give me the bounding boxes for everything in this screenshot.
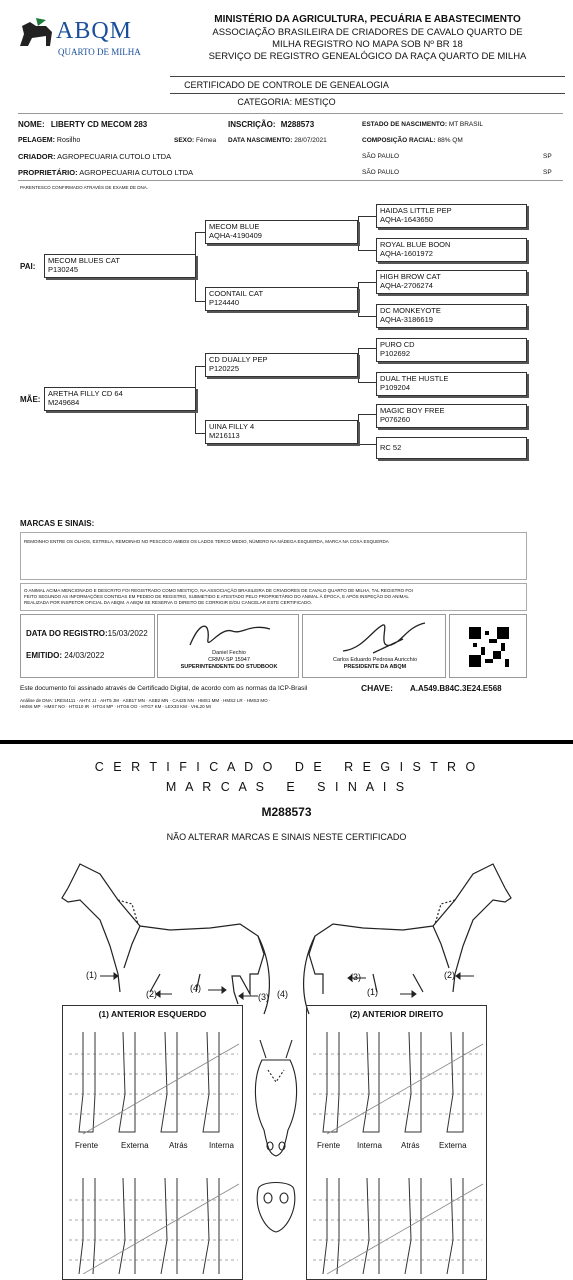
pmp-reg: AQHA-2706274 bbox=[380, 281, 433, 290]
pai-reg: P130245 bbox=[48, 265, 79, 274]
ministry-title: MINISTÉRIO DA AGRICULTURA, PECUÁRIA E ABASTECIMENTO bbox=[214, 14, 521, 25]
certificate-title: CERTIFICADO DE CONTROLE DE GENEALOGIA bbox=[184, 80, 389, 90]
nascimento-value: 28/07/2021 bbox=[294, 137, 327, 144]
nascimento-label: DATA NASCIMENTO: bbox=[228, 137, 293, 144]
page2-title-1: C E R T I F I C A D O D E R E G I S T R O bbox=[94, 760, 479, 774]
proprietario-value: AGROPECUARIA CUTOLO LTDA bbox=[79, 168, 194, 177]
mae-box bbox=[44, 387, 196, 411]
ppp-box bbox=[376, 204, 527, 228]
criador-city: SÃO PAULO bbox=[362, 153, 400, 160]
sig1-role: SUPERINTENDENTE DO STUDBOOK bbox=[180, 664, 278, 670]
mp-reg: P120225 bbox=[209, 364, 240, 373]
sig2-role: PRESIDENTE DA ABQM bbox=[343, 664, 407, 670]
assoc-line-2: MILHA REGISTRO NO MAPA SOB Nº BR 18 bbox=[272, 39, 463, 50]
legal-line-2: FEITO SEGUNDO AS INFORMAÇÕES CONTIDAS EM PEDIDO DE REGISTRO, SUBMETIDO E ATESTADO PELO PROPRIETÁRIO DO ANIMAL À ÉPOCA, E APÓS INSPEÇÃO DO ANIMAL bbox=[24, 594, 409, 599]
inscricao-value: M288573 bbox=[280, 120, 315, 129]
left-label-externa: Externa bbox=[121, 1141, 149, 1150]
mm-box bbox=[205, 420, 358, 444]
marker-1-left: (1) bbox=[86, 970, 97, 980]
criador-value: AGROPECUARIA CUTOLO LTDA bbox=[57, 152, 172, 161]
pp-reg: AQHA-4190409 bbox=[209, 231, 262, 240]
marks-title: MARCAS E SINAIS: bbox=[20, 519, 95, 528]
right-label-interna: Interna bbox=[357, 1141, 382, 1150]
marker-3-right: (3) bbox=[350, 972, 361, 982]
mp-name: CD DUALLY PEP bbox=[209, 355, 268, 364]
left-label-frente: Frente bbox=[75, 1141, 99, 1150]
pm-box bbox=[205, 287, 358, 311]
marks-text: REMOINHO ENTRE OS OLHOS, ESTRELA, REMOINHO NO PESCOCO AMBOS OS LADOS TERCO MEDIO, NÚMERO NA NÁDEGA ESQUERDA, MARCA NA COXA ESQUERDA bbox=[24, 539, 389, 544]
marker-4-center: (4) bbox=[277, 989, 288, 999]
pai-box bbox=[44, 254, 196, 278]
signature-1-icon bbox=[180, 617, 280, 653]
data-registro-value: 15/03/2022 bbox=[107, 629, 148, 638]
pelagem-value: Rosilho bbox=[56, 137, 81, 144]
legal-box bbox=[20, 583, 527, 611]
right-leg-box bbox=[306, 1005, 487, 1280]
assoc-line-1: ASSOCIAÇÃO BRASILEIRA DE CRIADORES DE CAVALO QUARTO DE bbox=[212, 27, 523, 38]
abqm-logo bbox=[14, 12, 154, 64]
signature-president bbox=[302, 614, 446, 678]
mae-label: MÃE: bbox=[20, 395, 41, 404]
mae-name: ARETHA FILLY CD 64 bbox=[48, 389, 123, 398]
criador-label: CRIADOR: bbox=[18, 152, 56, 161]
page2-title-2: M A R C A S E S I N A I S bbox=[165, 780, 408, 794]
digital-note: Este documento foi assinado através de Certificado Digital, de acordo com as normas da ICP-Brasil bbox=[20, 685, 308, 692]
pai-name: MECOM BLUES CAT bbox=[48, 256, 120, 265]
pai-label: PAI: bbox=[20, 262, 36, 271]
right-leg-box-title: (2) ANTERIOR DIREITO bbox=[349, 1009, 444, 1019]
category: CATEGORIA: MESTIÇO bbox=[237, 97, 336, 107]
pmp-name: HIGH BROW CAT bbox=[380, 272, 441, 281]
left-label-interna: Interna bbox=[209, 1141, 234, 1150]
left-label-atras: Atrás bbox=[169, 1141, 188, 1150]
pmp-box bbox=[376, 270, 527, 294]
logo-text: ABQM bbox=[56, 18, 133, 44]
mmp-reg: P076260 bbox=[380, 415, 411, 424]
dates-box bbox=[20, 614, 155, 678]
right-label-externa: Externa bbox=[439, 1141, 467, 1150]
emitido-value: 24/03/2022 bbox=[64, 651, 105, 660]
mpm-name: DUAL THE HUSTLE bbox=[380, 374, 449, 383]
marker-2-right: (2) bbox=[444, 970, 455, 980]
mmm-name: RC 52 bbox=[380, 443, 402, 452]
mm-reg: M216113 bbox=[209, 431, 240, 440]
pp-box bbox=[205, 220, 358, 244]
mp-box bbox=[205, 353, 358, 377]
left-leg-box-title: (1) ANTERIOR ESQUERDO bbox=[98, 1009, 207, 1019]
marker-1-right: (1) bbox=[367, 987, 378, 997]
right-horse-icon bbox=[304, 864, 511, 1014]
sig1-crmv: CRMV-SP 15947 bbox=[208, 657, 250, 663]
ppm-reg: AQHA-1601972 bbox=[380, 249, 433, 258]
pm-name: COONTAIL CAT bbox=[209, 289, 264, 298]
animal-info bbox=[18, 113, 563, 181]
analise-line-1: Análise de DNA: 1RES4111 · AHT4 JJ · AHT5 JM · ASB17 MN · ASB2 MN · CA425 NN · HMS1 MM · HMS2 LR · HMS3 MO · bbox=[20, 698, 271, 703]
qr-code-icon bbox=[469, 627, 509, 667]
proprietario-uf: SP bbox=[543, 169, 552, 176]
logo-subtext: QUARTO DE MILHA bbox=[58, 47, 141, 57]
pp-name: MECOM BLUE bbox=[209, 222, 260, 231]
mpm-reg: P109204 bbox=[380, 383, 411, 392]
nome-value: LIBERTY CD MECOM 283 bbox=[50, 120, 148, 129]
inscricao-label: INSCRIÇÃO: bbox=[228, 120, 276, 129]
sexo-label: SEXO: bbox=[174, 137, 195, 144]
right-label-atras: Atrás bbox=[401, 1141, 420, 1150]
sig1-name: Daniel Fechio bbox=[212, 650, 246, 656]
mm-name: UINA FILLY 4 bbox=[209, 422, 255, 431]
horse-head-icon bbox=[246, 1030, 306, 1280]
estado-value: MT BRASIL bbox=[448, 121, 484, 128]
pmm-box bbox=[376, 304, 527, 328]
mae-reg: M249684 bbox=[48, 398, 80, 407]
page2-number: M288573 bbox=[261, 805, 312, 819]
dna-note: PARENTESCO CONFIRMADO ATRAVÉS DE EXAME DE DNA. bbox=[20, 185, 149, 190]
mmp-name: MAGIC BOY FREE bbox=[380, 406, 445, 415]
marker-3-center: (3) bbox=[258, 992, 269, 1002]
pmm-reg: AQHA-3186619 bbox=[380, 315, 433, 324]
ppp-reg: AQHA-1643650 bbox=[380, 215, 433, 224]
left-leg-box bbox=[62, 1005, 243, 1280]
data-registro-label: DATA DO REGISTRO: bbox=[26, 629, 108, 638]
pm-reg: P124440 bbox=[209, 298, 240, 307]
legal-line-3: REALIZADA POR INSPETOR OFICIAL DA ABQM. A ABQM SE RESERVA O DIREITO DE CORRIGIR E/OU CANCELAR ESTE CERTIFICADO. bbox=[24, 600, 312, 605]
chave-value: A.A549.B84C.3E24.E568 bbox=[410, 684, 502, 693]
sexo-value: Fêmea bbox=[196, 137, 217, 144]
criador-uf: SP bbox=[543, 153, 552, 160]
sig2-name: Carlos Eduardo Pedrosa Auricchio bbox=[332, 657, 418, 663]
page2-warning: NÃO ALTERAR MARCAS E SINAIS NESTE CERTIFICADO bbox=[166, 832, 407, 842]
ppm-box bbox=[376, 238, 527, 262]
ppp-name: HAIDAS LITTLE PEP bbox=[380, 206, 452, 215]
proprietario-city: SÃO PAULO bbox=[362, 169, 400, 176]
ppm-name: ROYAL BLUE BOON bbox=[380, 240, 451, 249]
page-separator bbox=[0, 740, 573, 744]
mpm-box bbox=[376, 372, 527, 396]
emitido-label: EMITIDO: bbox=[26, 651, 62, 660]
pmm-name: DC MONKEYOTE bbox=[380, 306, 441, 315]
marks-box bbox=[20, 532, 527, 580]
estado-label: ESTADO DE NASCIMENTO: bbox=[362, 121, 447, 128]
mpp-box bbox=[376, 338, 527, 362]
signature-2-icon bbox=[333, 619, 433, 659]
marker-4-left: (4) bbox=[190, 983, 201, 993]
mpp-name: PURO CD bbox=[380, 340, 415, 349]
nome-label: NOME: bbox=[18, 120, 45, 129]
right-label-frente: Frente bbox=[317, 1141, 341, 1150]
assoc-line-3: SERVIÇO DE REGISTRO GENEALÓGICO DA RAÇA QUARTO DE MILHA bbox=[208, 51, 527, 62]
proprietario-label: PROPRIETÁRIO: bbox=[18, 168, 78, 177]
mmp-box bbox=[376, 404, 527, 428]
pelagem-label: PELAGEM: bbox=[18, 137, 55, 144]
legal-line-1: O ANIMAL ACIMA MENCIONADO E DESCRITO FOI REGISTRADO COMO MESTIÇO, NA ASSOCIAÇÃO BRASILEIRA DE CRIADORES DE CAVALO QUARTO DE MILHA, TAL REGISTRO FOI bbox=[24, 588, 413, 593]
chave-label: CHAVE: bbox=[361, 683, 393, 693]
horse-logo-icon bbox=[16, 16, 56, 52]
left-horse-icon bbox=[62, 864, 269, 1014]
signature-superintendent bbox=[157, 614, 299, 678]
composicao-value: 88% QM bbox=[437, 137, 463, 144]
mpp-reg: P102692 bbox=[380, 349, 411, 358]
analise-line-2: HMS6 MP · HMS7 NO · HTG10 IR · HTG4 MP · HTG6 OO · HTG7 KM · LEX33 KM · VHL20 MI bbox=[20, 704, 211, 709]
mmm-box bbox=[376, 437, 527, 459]
qr-box bbox=[449, 614, 527, 678]
marker-2-left: (2) bbox=[146, 989, 157, 999]
composicao-label: COMPOSIÇÃO RACIAL: bbox=[362, 137, 436, 144]
